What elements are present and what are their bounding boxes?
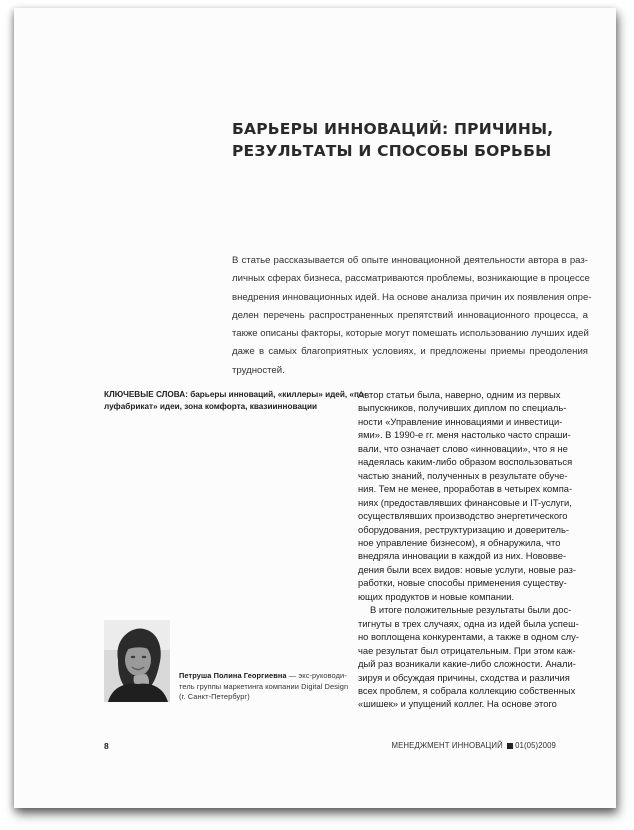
body-line: частью знаний, полученных в результате обуче- [358,469,568,481]
body-line: ями». В 1990-е гг. меня настолько часто спраши- [358,429,571,441]
body-line: ния. Тем не менее, проработав в четырех компа- [358,483,573,495]
body-line: оборудования, реструктуризацию и доверитель- [358,523,569,535]
author-name: Петруша Полина Георгиевна [179,671,287,680]
body-line: ниях (предоставлявших финансовые и IT-услуги, [358,496,572,508]
body-line: В итоге положительные результаты были дос- [370,604,572,616]
abstract-line: внедрения инновационных идей. На основе анализа причин их появления опре- [232,291,592,303]
body-line: чае результат был отрицательным. При этом каж- [358,644,576,656]
abstract-line: В статье рассказывается об опыте инновационной деятельности автора в раз- [232,255,588,266]
body-line: внедряла инновации в каждой из них. Нововве- [358,550,567,562]
keywords-line: КЛЮЧЕВЫЕ СЛОВА: барьеры инноваций, «киллеры» идей, «по- [104,390,367,399]
author-role-line: — экс-руководи- [286,671,347,680]
abstract-line: трудностей. [232,364,285,376]
body-line: работки, новые способы применения существу- [358,577,567,589]
journal-name: МЕНЕДЖМЕНТ ИННОВАЦИЙ [391,741,503,750]
body-line: выпускников, получивших диплом по специаль- [358,402,567,414]
abstract-line: даже в самых благоприятных условиях, и предложены приемы преодоления [232,346,588,358]
abstract [232,252,592,380]
title-line: РЕЗУЛЬТАТЫ И СПОСОБЫ БОРЬБЫ [232,142,552,160]
author-role-line: (г. Санкт-Петербург) [179,692,250,701]
body-line: ющих продуктов и новые компании. [358,590,515,602]
body-line: ное управление бизнесом), я обнаружила, что [358,536,561,548]
body-line: всех проблем, я собрала коллекцию собственных [358,684,576,696]
body-line: зируя и обсуждая причины, сходства и различия [358,671,570,683]
body-line: ности «Управление инновациями и инвестици- [358,415,563,427]
abstract-line: делен перечень распространенных препятствий инновационного процесса, а [232,309,588,321]
author-photo [104,620,170,702]
journal-footer [392,741,556,750]
body-line: тигнуты в трех случаях, одна из идей была успеш- [358,617,579,629]
body-line: но воплощена конкурентами, а также в одном слу- [358,631,579,643]
article-title [232,118,592,162]
body-line: дый раз возникали какие-либо сложности. Анали- [358,658,576,670]
journal-page [14,8,616,808]
abstract-line: личных сферах бизнеса, рассматриваются проблемы, возникающие в процессе [232,273,590,285]
body-line: Автор статьи была, наверно, одним из первых [358,389,561,400]
body-line: дения были всех видов: новые услуги, новые раз- [358,563,577,575]
article-body [358,388,594,711]
page-number: 8 [104,741,109,751]
body-line: надеялась каким-либо образом воспользоваться [358,456,573,468]
author-info [179,671,349,703]
abstract-line: также описаны факторы, которые могут помешать использованию лучших идей [232,328,589,340]
square-bullet-icon [507,743,513,749]
keywords-line: луфабрикат» идеи, зона комфорта, квазиинновации [104,401,318,411]
author-portrait-image [104,620,170,702]
author-role-line: тель группы маркетинга компании Digital Design [179,681,349,691]
body-line: «шишек» и упущений коллег. На основе этого [358,698,557,710]
journal-issue: 01(05)2009 [515,741,556,750]
body-line: вали, что означает слово «инновации», что я не [358,442,568,454]
keywords [104,389,367,412]
title-line: БАРЬЕРЫ ИННОВАЦИЙ: ПРИЧИНЫ, [232,120,554,138]
body-line: осуществлявших производство энергетического [358,510,568,522]
